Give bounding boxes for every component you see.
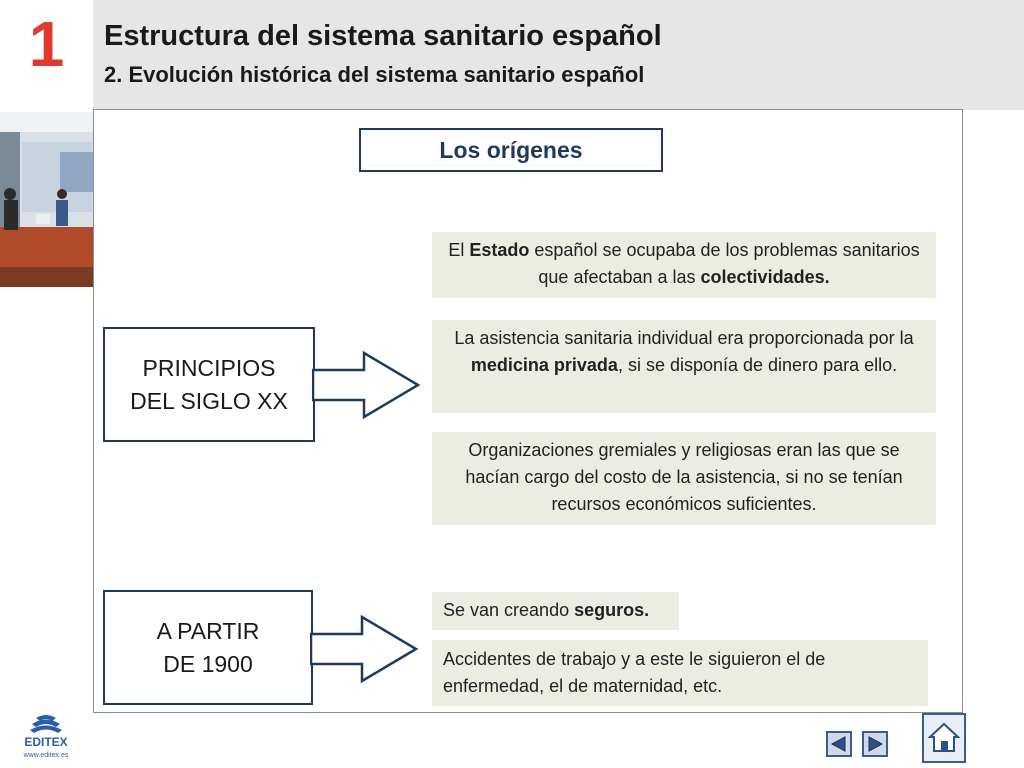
right-arrow-icon [310,614,420,684]
home-icon [927,721,961,755]
hospital-photo [0,112,93,287]
triangle-right-icon [866,735,884,753]
period-box-early-20th-century [103,327,315,442]
section-heading [359,128,663,172]
logo-text: EDITEX [24,735,68,749]
info-box-insurance: Se van creando seguros. [432,592,679,630]
period-label-line2: DEL SIGLO XX [130,387,288,414]
header-band [93,0,1024,110]
info-box-accidents: Accidentes de trabajo y a este le siguieron el de enfermedad, el de maternidad, etc. [432,640,928,706]
triangle-left-icon [830,735,848,753]
home-button[interactable] [922,713,966,763]
page-title: Estructura del sistema sanitario español [104,20,662,52]
period-label-line1: PRINCIPIOS [142,354,276,381]
period-box-from-1900 [103,590,313,705]
info-box-state: El Estado español se ocupaba de los problemas sanitarios que afectaban a las colectividades. [432,232,936,298]
info-box-private-medicine: La asistencia sanitaria individual era proporcionada por la medicina privada, si se disponía de dinero para ello. [432,320,936,413]
period-label-line1: A PARTIR [156,617,260,644]
previous-button[interactable] [826,731,852,757]
page-subtitle: 2. Evolución histórica del sistema sanitario español [104,62,645,87]
section-heading-label: Los orígenes [439,136,583,163]
logo-url: www.editex.es [23,752,69,759]
next-button[interactable] [862,731,888,757]
right-arrow-icon [312,350,422,420]
info-box-guilds: Organizaciones gremiales y religiosas eran las que se hacían cargo del costo de la asistencia, si no se tenían recursos económicos suficientes. [432,432,936,525]
chapter-number: 1 [28,8,65,80]
period-label-line2: DE 1900 [163,650,253,677]
editex-logo [18,712,74,762]
